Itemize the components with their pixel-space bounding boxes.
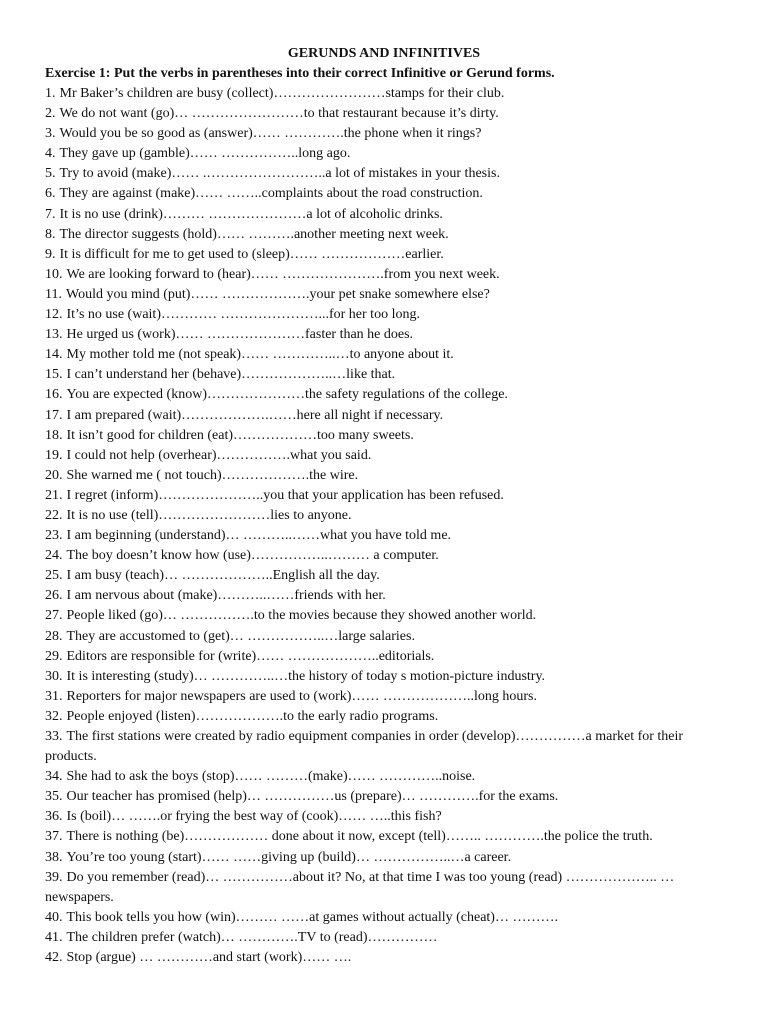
exercise-item-text: It is difficult for me to get used to (sleep)…… ………………earlier.: [59, 246, 444, 262]
exercise-item-number: 40.: [45, 909, 63, 925]
exercise-item-text: The children prefer (watch)… ………….TV to (read)……………: [66, 929, 438, 945]
exercise-item-number: 32.: [45, 708, 63, 724]
exercise-item-text: You are expected (know)…………………the safety regulations of the college.: [66, 387, 508, 403]
exercise-item-text: They gave up (gamble)…… ……………..long ago.: [59, 146, 351, 162]
exercise-item-text: Try to avoid (make)…… .……………………..a lot of mistakes in your thesis.: [59, 166, 500, 182]
exercise-item-text: The director suggests (hold)…… ……….another meeting next week.: [59, 226, 449, 242]
exercise-item-number: 42.: [45, 950, 63, 966]
exercise-item: [45, 667, 723, 687]
exercise-item-number: 10.: [45, 266, 63, 282]
exercise-item: [45, 827, 723, 847]
exercise-item-text: People enjoyed (listen)……………….to the early radio programs.: [66, 708, 439, 724]
exercise-item-text: I am prepared (wait)……………….……here all night if necessary.: [66, 407, 444, 423]
exercise-item-text: I can’t understand her (behave)………………..…like that.: [66, 367, 396, 383]
exercise-item-number: 24.: [45, 548, 63, 564]
exercise-item-text: This book tells you how (win)……… ……at games without actually (cheat)… ……….: [66, 909, 558, 925]
exercise-item-number: 30.: [45, 668, 63, 684]
exercise-item-text: People liked (go)… …………….to the movies because they showed another world.: [66, 608, 537, 624]
exercise-item: [45, 868, 723, 908]
exercise-item-text: Our teacher has promised (help)… ……………us (prepare)… ………….for the exams.: [66, 789, 559, 805]
exercise-item: [45, 446, 723, 466]
exercise-item-text: My mother told me (not speak)…… …………..…to anyone about it.: [66, 347, 454, 363]
exercise-item-number: 22.: [45, 507, 63, 523]
exercise-item-number: 29.: [45, 648, 63, 664]
exercise-item: [45, 546, 723, 566]
exercise-item-text: Do you remember (read)… ……………about it? No, at that time I was too young (read) ……………….. …newspapers.: [45, 869, 675, 905]
page-title: GERUNDS AND INFINITIVES: [287, 46, 481, 61]
exercise-item: [45, 466, 723, 486]
exercise-item: [45, 586, 723, 606]
exercise-item-number: 17.: [45, 407, 63, 423]
exercise-item-number: 3.: [45, 126, 56, 142]
exercise-item-number: 12.: [45, 307, 63, 323]
exercise-item-number: 14.: [45, 347, 63, 363]
exercise-item-text: She warned me ( not touch)……………….the wire.: [66, 467, 359, 483]
exercise-item-number: 6.: [45, 186, 56, 202]
exercise-heading: Exercise 1: Put the verbs in parentheses into their correct Infinitive or Gerund forms.: [45, 66, 555, 81]
exercise-item-text: It is no use (tell)……………………lies to anyone.: [66, 507, 352, 523]
exercise-item: [45, 627, 723, 647]
exercise-item-text: There is nothing (be)……………… done about it now, except (tell)…….. ………….the police the truth.: [66, 829, 653, 845]
exercise-item: [45, 566, 723, 586]
exercise-item-text: Reporters for major newspapers are used to (work)…… ………………..long hours.: [66, 688, 537, 704]
exercise-item-number: 13.: [45, 327, 63, 343]
exercise-item-number: 31.: [45, 688, 63, 704]
exercise-item: [45, 84, 723, 104]
exercise-item-number: 39.: [45, 869, 63, 885]
exercise-item-list: [45, 84, 723, 968]
exercise-item: [45, 365, 723, 385]
worksheet-page: [45, 44, 723, 968]
exercise-item-number: 21.: [45, 487, 63, 503]
exercise-item-text: We do not want (go)… ……………………to that restaurant because it’s dirty.: [59, 106, 499, 122]
exercise-item: [45, 225, 723, 245]
exercise-item: [45, 385, 723, 405]
exercise-item-text: Would you be so good as (answer)…… ………….the phone when it rings?: [59, 126, 482, 142]
exercise-item-number: 37.: [45, 829, 63, 845]
exercise-item-number: 11.: [45, 286, 62, 302]
exercise-item-text: It is no use (drink)……… …………………a lot of alcoholic drinks.: [59, 206, 443, 222]
exercise-item-number: 9.: [45, 246, 56, 262]
exercise-item-number: 33.: [45, 729, 63, 744]
exercise-item-text: We are looking forward to (hear)…… ………………….from you next week.: [66, 266, 500, 282]
exercise-item-number: 26.: [45, 588, 63, 604]
exercise-item-text: You’re too young (start)…… ……giving up (build)… ……………..…a career.: [66, 849, 512, 865]
exercise-item-number: 34.: [45, 769, 63, 785]
exercise-item: [45, 848, 723, 868]
exercise-item-text: She had to ask the boys (stop)…… ………(make)…… …………..noise.: [66, 769, 476, 785]
exercise-item: [45, 124, 723, 144]
exercise-item-number: 35.: [45, 789, 63, 805]
exercise-item-text: I regret (inform)…………………..you that your application has been refused.: [66, 487, 504, 503]
exercise-item: [45, 104, 723, 124]
exercise-item-text: He urged us (work)…… …………………faster than he does.: [66, 327, 414, 343]
exercise-item-number: 8.: [45, 226, 56, 242]
exercise-item-text: It isn’t good for children (eat)………………too many sweets.: [66, 427, 414, 443]
exercise-item: [45, 707, 723, 727]
exercise-item: [45, 164, 723, 184]
exercise-item: [45, 184, 723, 204]
exercise-item-number: 41.: [45, 929, 63, 945]
exercise-item-text: Stop (argue) … …………and start (work)…… ….: [66, 950, 352, 966]
exercise-item: [45, 767, 723, 787]
exercise-item: [45, 606, 723, 626]
exercise-item-text: They are accustomed to (get)… ……………..…large salaries.: [66, 628, 415, 644]
exercise-item-number: 23.: [45, 528, 63, 544]
exercise-item-text: Would you mind (put)…… ……………….your pet snake somewhere else?: [65, 286, 490, 302]
exercise-item-number: 15.: [45, 367, 63, 383]
exercise-item: [45, 486, 723, 506]
exercise-item-number: 16.: [45, 387, 63, 403]
exercise-item-text: I am nervous about (make)………..……friends with her.: [66, 588, 386, 604]
exercise-item-text: It is interesting (study)… …………..…the history of today s motion-picture industry.: [66, 668, 546, 684]
exercise-item-number: 28.: [45, 628, 63, 644]
exercise-item: [45, 285, 723, 305]
exercise-item-number: 5.: [45, 166, 56, 182]
exercise-item-number: 18.: [45, 427, 63, 443]
exercise-item: [45, 426, 723, 446]
exercise-item: [45, 205, 723, 225]
exercise-item-text: I am busy (teach)… ………………..English all the day.: [66, 568, 380, 584]
exercise-item: [45, 345, 723, 365]
exercise-item-number: 19.: [45, 447, 63, 463]
exercise-item-text: I am beginning (understand)… ………..……what you have told me.: [66, 528, 452, 544]
exercise-item: [45, 687, 723, 707]
exercise-item-number: 20.: [45, 467, 63, 483]
exercise-item: [45, 265, 723, 285]
exercise-item-text: Is (boil)… …….or frying the best way of (cook)…… …..this fish?: [66, 809, 442, 825]
exercise-item-number: 4.: [45, 146, 56, 162]
exercise-item: [45, 908, 723, 928]
exercise-item-text: I could not help (overhear)…………….what you said.: [66, 447, 372, 463]
exercise-item: [45, 305, 723, 325]
exercise-item-number: 7.: [45, 206, 56, 222]
exercise-item: [45, 787, 723, 807]
exercise-item: [45, 928, 723, 948]
exercise-item: [45, 647, 723, 667]
exercise-item-text: Mr Baker’s children are busy (collect)……………………stamps for their club.: [59, 86, 505, 101]
exercise-item-text: The first stations were created by radio equipment companies in order (develop)……………a market for their products.: [45, 729, 684, 765]
exercise-item-number: 2.: [45, 106, 56, 122]
exercise-item-number: 38.: [45, 849, 63, 865]
exercise-item: [45, 144, 723, 164]
exercise-item: [45, 807, 723, 827]
exercise-item-text: It’s no use (wait)………… …………………...for her too long.: [66, 307, 420, 323]
exercise-item: [45, 727, 723, 767]
exercise-item: [45, 506, 723, 526]
exercise-item-text: The boy doesn’t know how (use)……………..……… a computer.: [66, 548, 439, 564]
exercise-item-text: Editors are responsible for (write)…… ………………..editorials.: [66, 648, 435, 664]
exercise-item-number: 1.: [45, 86, 56, 101]
exercise-item: [45, 325, 723, 345]
exercise-item: [45, 406, 723, 426]
exercise-item-text: They are against (make)…… ……..complaints about the road construction.: [59, 186, 483, 202]
exercise-item: [45, 948, 723, 968]
exercise-item-number: 25.: [45, 568, 63, 584]
exercise-item-number: 36.: [45, 809, 63, 825]
exercise-item-number: 27.: [45, 608, 63, 624]
exercise-item: [45, 245, 723, 265]
exercise-item: [45, 526, 723, 546]
